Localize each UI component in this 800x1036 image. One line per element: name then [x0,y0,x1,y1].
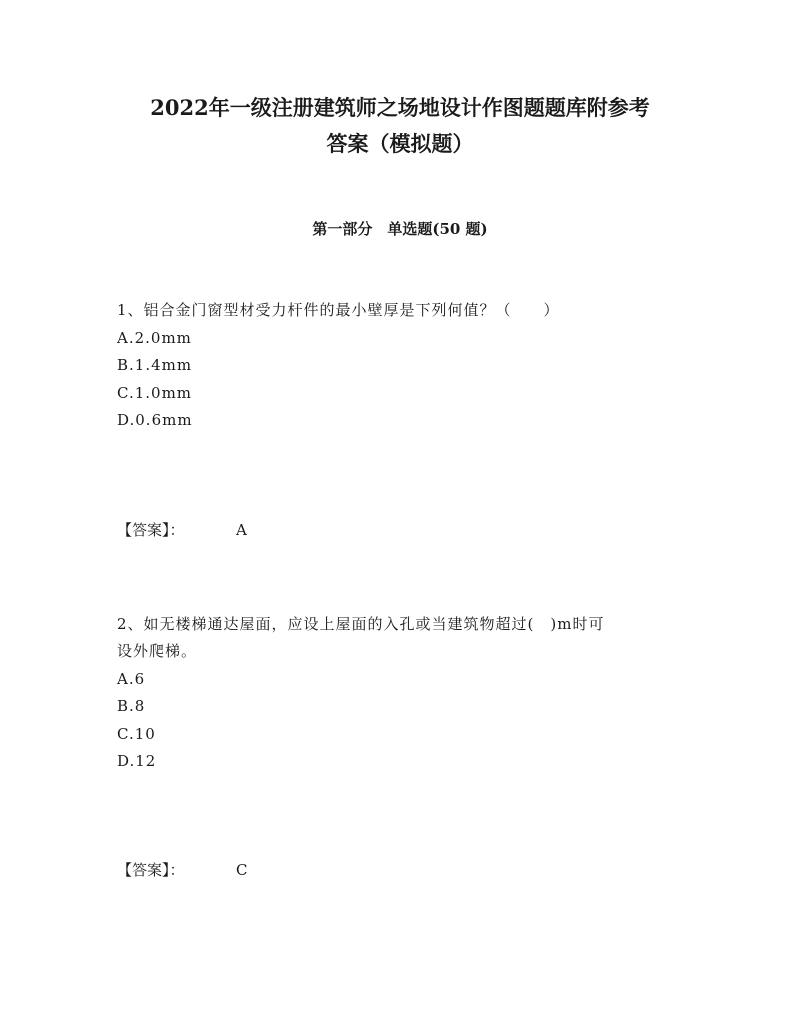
answer-value: A [236,521,247,539]
question-1-option-a: A.2.0mm [117,329,192,347]
answer-value: C [236,861,248,879]
question-1-answer [117,519,247,541]
answer-label: 【答案】： [117,521,185,539]
answer-label: 【答案】： [117,861,185,879]
question-2-stem-line-1: 2、如无楼梯通达屋面，应设上屋面的入孔或当建筑物超过( )m时可 [117,615,605,633]
section-heading: 第一部分 单选题(50 题) [312,220,488,238]
question-2-option-d: D.12 [117,752,157,770]
question-1-option-d: D.0.6mm [117,411,193,429]
question-2-option-b: B.8 [117,697,146,715]
document-title-line-1: 2022年一级注册建筑师之场地设计作图题题库附参考 [150,95,650,120]
question-1-option-b: B.1.4mm [117,356,193,374]
question-2-answer [117,859,248,881]
question-2-option-c: C.10 [117,725,156,743]
question-2-stem-line-2: 设外爬梯。 [117,642,198,660]
question-2-option-a: A.6 [117,670,146,688]
question-1-option-c: C.1.0mm [117,384,193,402]
question-1-stem: 1、铝合金门窗型材受力杆件的最小壁厚是下列何值？（ ） [117,301,560,319]
document-title-line-2: 答案（模拟题） [326,131,474,156]
